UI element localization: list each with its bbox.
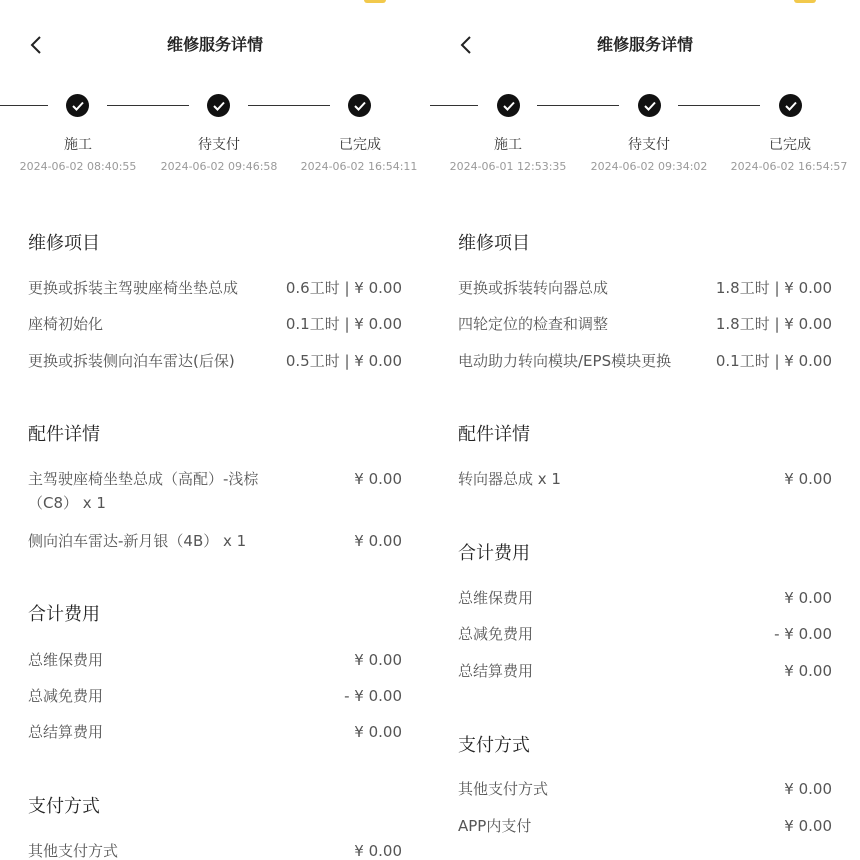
progress-steps bbox=[0, 92, 430, 182]
part-item-value: ¥ 0.00 bbox=[784, 470, 832, 488]
repair-item-name: 更换或拆装转向器总成 bbox=[458, 279, 609, 297]
check-icon bbox=[503, 101, 515, 111]
check-icon bbox=[644, 101, 656, 111]
payment-item-value: ¥ 0.00 bbox=[784, 780, 832, 798]
check-icon bbox=[72, 101, 84, 111]
step-label: 已完成 bbox=[769, 137, 811, 153]
section-title-payment: 支付方式 bbox=[458, 735, 530, 756]
total-item-name: 总结算费用 bbox=[458, 662, 534, 680]
payment-item-name: 其他支付方式 bbox=[458, 780, 549, 798]
total-item bbox=[458, 622, 832, 646]
step-connector bbox=[537, 105, 619, 106]
payment-item-name: APP内支付 bbox=[458, 817, 532, 835]
part-item bbox=[458, 467, 832, 491]
step-connector bbox=[0, 105, 48, 106]
step-time: 2024-06-02 16:54:11 bbox=[300, 160, 418, 173]
payment-item-value: ¥ 0.00 bbox=[784, 817, 832, 835]
step-label: 施工 bbox=[494, 137, 522, 153]
step-time: 2024-06-02 16:54:57 bbox=[730, 160, 848, 173]
accent-indicator bbox=[364, 0, 386, 3]
step-time: 2024-06-01 12:53:35 bbox=[449, 160, 567, 173]
total-item bbox=[28, 684, 402, 708]
step-dot bbox=[207, 94, 230, 117]
service-detail-panel-right bbox=[430, 0, 860, 860]
part-item-name: 转向器总成 x 1 bbox=[458, 470, 561, 488]
repair-item bbox=[458, 312, 832, 336]
step-label: 施工 bbox=[64, 137, 92, 153]
repair-item-name: 更换或拆装侧向泊车雷达(后保) bbox=[28, 352, 235, 370]
repair-item bbox=[28, 349, 402, 373]
accent-indicator bbox=[794, 0, 816, 3]
repair-item bbox=[458, 349, 832, 373]
step-connector bbox=[107, 105, 189, 106]
total-item-value: - ¥ 0.00 bbox=[774, 625, 832, 643]
payment-item bbox=[458, 814, 832, 838]
total-item-value: ¥ 0.00 bbox=[784, 589, 832, 607]
step-dot bbox=[638, 94, 661, 117]
total-item bbox=[458, 659, 832, 683]
step-label: 已完成 bbox=[339, 137, 381, 153]
step-label: 待支付 bbox=[198, 137, 240, 153]
repair-item-value: 0.1工时 | ¥ 0.00 bbox=[285, 315, 402, 333]
total-item-name: 总减免费用 bbox=[458, 625, 534, 643]
step-dot bbox=[348, 94, 371, 117]
section-title-totals: 合计费用 bbox=[458, 543, 530, 564]
check-icon bbox=[213, 101, 225, 111]
step-time: 2024-06-02 09:46:58 bbox=[160, 160, 278, 173]
repair-item-name: 更换或拆装主驾驶座椅坐垫总成 bbox=[28, 279, 239, 297]
step-dot bbox=[66, 94, 89, 117]
step-connector bbox=[248, 105, 330, 106]
total-item-value: ¥ 0.00 bbox=[354, 651, 402, 669]
total-item-name: 总结算费用 bbox=[28, 723, 104, 741]
total-item-name: 总维保费用 bbox=[458, 589, 534, 607]
part-item bbox=[28, 529, 402, 553]
check-icon bbox=[785, 101, 797, 111]
total-item-value: - ¥ 0.00 bbox=[344, 687, 402, 705]
part-item-name: 主驾驶座椅坐垫总成（高配）-浅棕（C8） x 1 bbox=[28, 470, 259, 512]
total-item-value: ¥ 0.00 bbox=[784, 662, 832, 680]
section-title-payment: 支付方式 bbox=[28, 796, 100, 817]
step-time: 2024-06-02 09:34:02 bbox=[590, 160, 708, 173]
repair-item-value: 1.8工时 | ¥ 0.00 bbox=[715, 279, 832, 297]
repair-item bbox=[458, 276, 832, 300]
repair-item-value: 0.1工时 | ¥ 0.00 bbox=[715, 352, 832, 370]
check-icon bbox=[354, 101, 366, 111]
step-connector bbox=[430, 105, 478, 106]
total-item-name: 总维保费用 bbox=[28, 651, 104, 669]
page-title: 维修服务详情 bbox=[166, 35, 263, 54]
step-dot bbox=[497, 94, 520, 117]
total-item-value: ¥ 0.00 bbox=[354, 723, 402, 741]
total-item bbox=[28, 720, 402, 744]
repair-item-value: 0.5工时 | ¥ 0.00 bbox=[285, 352, 402, 370]
step-connector bbox=[678, 105, 760, 106]
section-title-repair: 维修项目 bbox=[458, 233, 530, 254]
total-item bbox=[458, 586, 832, 610]
step-label: 待支付 bbox=[628, 137, 670, 153]
step-time: 2024-06-02 08:40:55 bbox=[19, 160, 137, 173]
section-title-parts: 配件详情 bbox=[28, 424, 100, 445]
repair-item-name: 四轮定位的检查和调整 bbox=[458, 315, 609, 333]
repair-item-value: 1.8工时 | ¥ 0.00 bbox=[715, 315, 832, 333]
part-item bbox=[28, 467, 402, 515]
part-item-name: 侧向泊车雷达-新月银（4B） x 1 bbox=[28, 532, 247, 550]
repair-item-value: 0.6工时 | ¥ 0.00 bbox=[285, 279, 402, 297]
section-title-totals: 合计费用 bbox=[28, 604, 100, 625]
total-item-name: 总减免费用 bbox=[28, 687, 104, 705]
page-title: 维修服务详情 bbox=[596, 35, 693, 54]
section-title-repair: 维修项目 bbox=[28, 233, 100, 254]
payment-item bbox=[458, 777, 832, 801]
repair-item-name: 电动助力转向模块/EPS模块更换 bbox=[458, 352, 672, 370]
part-item-value: ¥ 0.00 bbox=[354, 470, 402, 488]
step-dot bbox=[779, 94, 802, 117]
repair-item bbox=[28, 312, 402, 336]
payment-item-name: 其他支付方式 bbox=[28, 842, 119, 860]
part-item-value: ¥ 0.00 bbox=[354, 532, 402, 550]
payment-item-value: ¥ 0.00 bbox=[354, 842, 402, 860]
repair-item-name: 座椅初始化 bbox=[28, 315, 104, 333]
progress-steps bbox=[430, 92, 860, 182]
payment-item bbox=[28, 839, 402, 860]
section-title-parts: 配件详情 bbox=[458, 424, 530, 445]
repair-item bbox=[28, 276, 402, 300]
total-item bbox=[28, 648, 402, 672]
